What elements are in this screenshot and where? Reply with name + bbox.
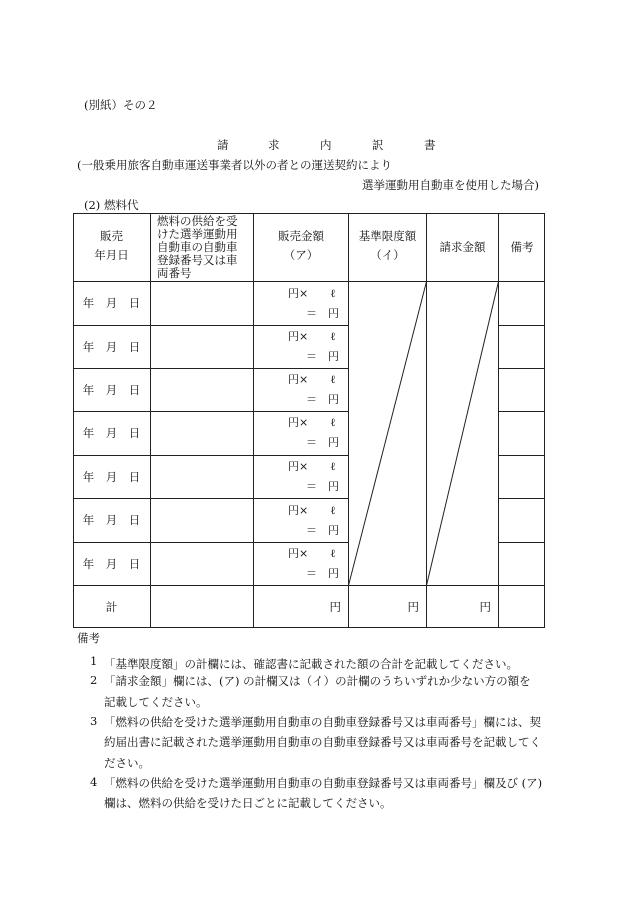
row-4-price-line-1: 円× ℓ: [288, 416, 336, 429]
row-6-price-line-1: 円× ℓ: [288, 504, 336, 517]
row-1-date: 年 月 日: [82, 296, 141, 310]
row-1-price-line-1: 円× ℓ: [288, 287, 336, 300]
title-char: 求: [268, 138, 280, 152]
header-remarks: 備考: [510, 239, 534, 254]
header-sale-amount-line-1: 販売金額: [278, 228, 324, 243]
note-number: 4: [90, 775, 98, 789]
header-sale-date-line-1: 販売: [100, 228, 123, 243]
note-line: 「燃料の供給を受けた選挙運動用自動車の自動車登録番号又は車両番号」欄には、契: [104, 715, 541, 729]
row-7-date: 年 月 日: [82, 556, 141, 571]
subtitle-line-1: (一般乗用旅客自動車運送事業者以外の者との運送契約により: [77, 158, 392, 172]
header-claim-amount: 請求金額: [439, 239, 486, 254]
title-char: 書: [424, 138, 436, 152]
note-number: 3: [90, 714, 98, 728]
row-4-date: 年 月 日: [82, 426, 141, 440]
row-3-price-line-2: ＝ 円: [306, 393, 339, 406]
total-label: 計: [105, 599, 118, 614]
title-char: 請: [217, 138, 229, 152]
header-vehicle-line-5: 両番号: [157, 265, 192, 280]
note-line: 約届出書に記載された選挙運動用自動車の自動車登録番号又は車両番号を記載してく: [104, 735, 541, 749]
header-sale-amount: [254, 223, 348, 268]
header-limit-line-1: 基準限度額: [358, 228, 417, 243]
claim-column-slash: [427, 282, 499, 586]
row-6-date: 年 月 日: [82, 513, 141, 527]
title-char: 訳: [372, 138, 384, 152]
header-sale-amount-line-2: （ア）: [283, 247, 319, 262]
row-2-price-line-1: 円× ℓ: [288, 330, 336, 343]
section-label: (2) 燃料代: [84, 198, 139, 212]
note-line: 欄は、燃料の供給を受けた日ごとに記載してください。: [104, 796, 392, 810]
row-7-price-line-1: 円× ℓ: [288, 547, 336, 560]
row-5-date: 年 月 日: [82, 469, 141, 484]
subtitle-line-2: 選挙運動用自動車を使用した場合): [362, 178, 539, 192]
note-line: ださい。: [104, 756, 150, 770]
title-char: 内: [320, 138, 332, 152]
header-vehicle-line-4: 登録番号又は車: [157, 252, 238, 267]
notes-heading: 備考: [77, 631, 100, 645]
header-vehicle-line-2: けた選挙運動用: [157, 226, 238, 241]
note-line: 「請求金額」欄には、(ア) の計欄又は（イ）の計欄のうちいずれか少ない方の額を: [104, 674, 531, 688]
header-vehicle-line-3: 自動車の自動車: [157, 239, 238, 254]
row-2-date: 年 月 日: [82, 339, 141, 354]
total-limit: 円: [407, 599, 419, 614]
note-line: 「基準限度額」の計欄には、確認書に記載された額の合計を記載してください。: [104, 657, 518, 671]
row-7-price-line-2: ＝ 円: [306, 567, 339, 580]
note-number: 2: [90, 673, 98, 687]
row-4-price-line-2: ＝ 円: [306, 436, 339, 449]
row-5-price-line-1: 円× ℓ: [288, 460, 336, 473]
attachment-label: (別紙）その２: [84, 98, 158, 112]
limit-column-slash: [349, 282, 427, 586]
note-line: 記載してください。: [104, 695, 208, 709]
header-sale-date-line-2: 年月日: [94, 247, 129, 262]
header-vehicle-line-1: 燃料の供給を受: [157, 213, 238, 228]
row-6-price-line-2: ＝ 円: [306, 524, 339, 537]
row-3-date: 年 月 日: [82, 382, 141, 397]
row-1-price-line-2: ＝ 円: [306, 307, 339, 320]
row-5-price-line-2: ＝ 円: [306, 480, 339, 493]
total-amount: 円: [329, 599, 341, 614]
note-line: 「燃料の供給を受けた選挙運動用自動車の自動車登録番号又は車両番号」欄及び (ア): [104, 776, 543, 790]
header-standard-limit: [349, 223, 426, 268]
header-limit-line-2: （イ）: [370, 247, 405, 262]
row-2-price-line-2: ＝ 円: [306, 350, 339, 363]
header-sale-date: [73, 223, 150, 268]
note-number: 1: [90, 654, 98, 668]
header-vehicle-number: [157, 213, 253, 281]
row-3-price-line-1: 円× ℓ: [288, 373, 336, 386]
total-claim: 円: [479, 599, 491, 614]
claim-table: [73, 213, 545, 628]
